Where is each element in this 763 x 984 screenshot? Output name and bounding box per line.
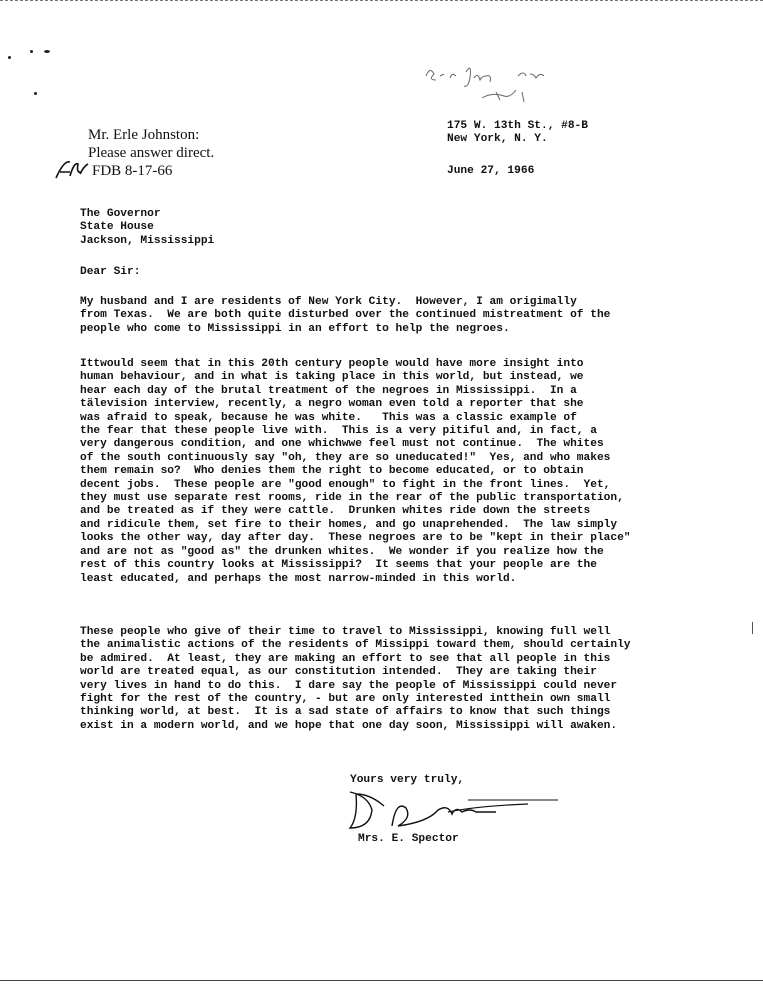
salutation: Dear Sir: <box>80 266 141 278</box>
body-line: be admired. At least, they are making an effort to see that all people in this <box>80 652 611 665</box>
body-line: from Texas. We are both quite disturbed over the continued mistreatment of the <box>80 309 611 322</box>
body-paragraph-2 <box>80 358 700 586</box>
body-line: was afraid to speak, because he was white. This was a classic example of <box>80 411 577 424</box>
body-line: the fear that these people live with. This is a very pitiful and, in fact, a <box>80 425 597 438</box>
body-line: human behaviour, and in what is taking place in this world, but instead, we <box>80 371 584 384</box>
scan-speck <box>8 56 11 59</box>
body-line: very lives in hand to do this. I dare say the people of Mississippi could never <box>80 679 618 692</box>
handwritten-memo <box>88 126 214 180</box>
memo-routing: FDB 8-17-66 <box>88 162 214 180</box>
body-line: of the south continuously say "oh, they are so uneducated!" Yes, and who makes <box>80 451 611 464</box>
body-line: fight for the rest of the country, - but are only interested intthein own small <box>80 693 611 706</box>
recipient-line-1: The Governor <box>80 208 161 220</box>
body-line: hear each day of the brutal treatment of the negroes in Mississippi. In a <box>80 384 577 397</box>
scan-speck <box>30 50 33 53</box>
address-line-1: 175 W. 13th St., #8-B <box>447 120 588 132</box>
body-line: tälevision interview, recently, a negro woman even told a reporter that she <box>80 398 584 411</box>
body-line: world are treated equal, as our constitution intended. They are taking their <box>80 666 597 679</box>
body-line: My husband and I are residents of New York City. However, I am origimally <box>80 296 577 308</box>
body-line: exist in a modern world, and we hope that one day soon, Mississippi will awaken. <box>80 719 618 732</box>
body-line: decent jobs. These people are "good enough" to fight in the front lines. Yet, <box>80 478 611 491</box>
body-line: thinking world, at best. It is a sad state of affairs to know that such things <box>80 706 611 719</box>
scan-edge-mark <box>752 622 753 634</box>
body-line: and are not as "good as" the drunken whites. We wonder if you realize how the <box>80 545 604 558</box>
memo-instruction: Please answer direct. <box>88 145 215 161</box>
handwritten-initials <box>54 158 90 182</box>
body-line: looks the other way, day after day. These negroes are to be "kept in their place" <box>80 532 631 545</box>
page-bottom-rule <box>0 980 763 981</box>
recipient-line-2: State House <box>80 221 154 234</box>
body-line: and ridicule them, set fire to their homes, and go unaprehended. The law simply <box>80 518 618 531</box>
memo-addressee: Mr. Erle Johnston: <box>88 127 200 143</box>
sender-address <box>447 120 588 147</box>
body-line: These people who give of their time to travel to Mississippi, knowing full well <box>80 626 611 638</box>
body-paragraph-1 <box>80 296 700 336</box>
body-line: least educated, and perhaps the most narrow-minded in this world. <box>80 572 517 585</box>
complimentary-close: Yours very truly, <box>350 774 465 786</box>
signer-name: Mrs. E. Spector <box>358 833 459 845</box>
body-line: very dangerous condition, and one whichwwe feel must not continue. The whites <box>80 438 604 451</box>
scan-speck <box>34 92 37 95</box>
recipient-block <box>80 208 214 248</box>
body-line: rest of this country looks at Mississippi? It seems that your people are the <box>80 559 597 572</box>
body-paragraph-3 <box>80 626 700 733</box>
letter-date: June 27, 1966 <box>447 165 535 177</box>
body-line: Ittwould seem that in this 20th century people would have more insight into <box>80 358 584 370</box>
recipient-line-3: Jackson, Mississippi <box>80 234 215 247</box>
body-line: and be treated as if they were cattle. Drunken whites ride down the streets <box>80 505 591 518</box>
body-line: people who come to Mississippi in an effort to help the negroes. <box>80 322 510 335</box>
body-line: they must use separate rest rooms, ride in the rear of the public transportation, <box>80 492 624 505</box>
body-line: the animalistic actions of the residents of Missippi toward them, should certainly <box>80 639 631 652</box>
page-top-perforation <box>0 0 763 1</box>
body-line: them remain so? Who denies them the right to become educated, or to obtain <box>80 465 584 478</box>
address-line-2: New York, N. Y. <box>447 133 548 146</box>
scan-speck <box>44 50 50 53</box>
handwritten-filing-note <box>422 62 562 110</box>
